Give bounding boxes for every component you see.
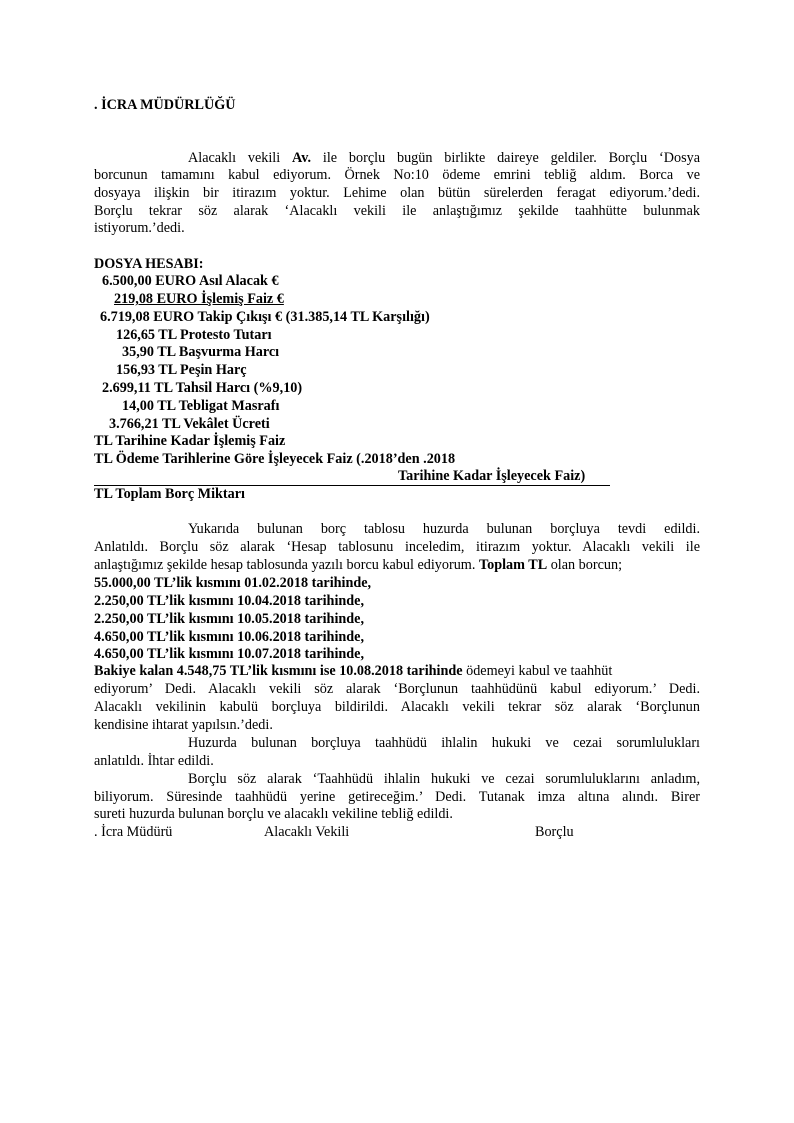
installment-3: 2.250,00 TL’lik kısmını 10.05.2018 tarihinde, <box>94 611 365 627</box>
signature-clerk: . İcra Müdürü <box>94 824 173 840</box>
body-p3-line-2: anlatıldı. İhtar edildi. <box>94 753 214 769</box>
installment-2: 2.250,00 TL’lik kısmını 10.04.2018 tarihinde, <box>94 593 365 609</box>
installment-1: 55.000,00 TL’lik kısmını 01.02.2018 tarihinde, <box>94 575 372 591</box>
account-row-attorney-fee: 3.766,21 TL Vekâlet Ücreti <box>109 416 270 432</box>
account-row-application-fee: 35,90 TL Başvurma Harcı <box>122 344 280 360</box>
account-row-advance-fee: 156,93 TL Peşin Harç <box>116 362 247 378</box>
intro-line-1 <box>188 150 700 167</box>
intro-line-4: Borçlu tekrar söz alarak ‘Alacaklı vekili ile anlaştığımız şekilde taahhütte bulunmak <box>94 203 700 219</box>
account-row-total-euro <box>94 309 430 326</box>
body-p2-line-3: Alacaklı vekilinin kabulü borçluya bildirildi. Alacaklı vekili tekrar söz alarak ‘Borçlunun <box>94 699 700 715</box>
body-p4-line-3: sureti huzurda bulunan borçlu ve alacaklı vekiline tebliğ edildi. <box>94 806 453 822</box>
balance-line <box>94 663 612 680</box>
signature-debtor: Borçlu <box>535 824 574 840</box>
body-text: ödemeyi kabul ve taahhüt <box>462 663 613 679</box>
account-row-accrued-interest: TL Tarihine Kadar İşlemiş Faiz <box>94 433 286 449</box>
balance-installment: Bakiye kalan 4.548,75 TL’lik kısmını ise 10.08.2018 tarihinde <box>94 663 463 679</box>
signature-lawyer: Alacaklı Vekili <box>264 824 350 840</box>
account-row-protest: 126,65 TL Protesto Tutarı <box>116 327 272 343</box>
account-row-future-interest: TL Ödeme Tarihlerine Göre İşleyecek Faiz (.2018’den .2018 <box>94 451 456 467</box>
body-p2-line-2: ediyorum’ Dedi. Alacaklı vekili söz alarak ‘Borçlunun taahhüdünü kabul ediyorum.’ Dedi. <box>94 681 700 697</box>
intro-text: ile borçlu bugün birlikte daireye geldiler. Borçlu ‘Dosya <box>311 150 700 166</box>
body-p1-line-1: Yukarıda bulunan borç tablosu huzurda bulunan borçluya tevdi edildi. <box>188 521 700 537</box>
intro-line-3: dosyaya ilişkin bir itirazım yoktur. Lehime olan bütün sürelerden feragat ediyorum.’dedi. <box>94 185 700 201</box>
body-p3-line-1: Huzurda bulunan borçluya taahhüdü ihlalin hukuki ve cezai sorumlulukları <box>188 735 700 751</box>
account-row-interest: 219,08 EURO İşlemiş Faiz € <box>114 291 284 307</box>
intro-text: Alacaklı vekili <box>188 150 293 166</box>
account-row-future-interest-cont: Tarihine Kadar İşleyecek Faiz) <box>398 468 586 484</box>
intro-line-2: borcunun tamamını kabul ediyorum. Örnek No:10 ödeme emrini tebliğ aldım. Borca ve <box>94 167 700 183</box>
body-p2-line-4: kendisine ihtarat yapılsın.’dedi. <box>94 717 273 733</box>
account-row-collection-fee: 2.699,11 TL Tahsil Harcı (%9,10) <box>102 380 303 396</box>
body-p4-line-1: Borçlu söz alarak ‘Taahhüdü ihlalin hukuki ve cezai sorumluluklarını anladım, <box>188 771 700 787</box>
lawyer-title: Av. <box>292 150 312 166</box>
total-label: Toplam TL <box>478 557 548 573</box>
body-p1-line-2: Anlatıldı. Borçlu söz alarak ‘Hesap tablosunu inceledim, itirazım yoktur. Alacaklı vekili ile <box>94 539 700 555</box>
body-text: anlaştığımız şekilde hesap tablosunda yazılı borcu kabul ediyorum. <box>94 557 479 573</box>
account-row-principal: 6.500,00 EURO Asıl Alacak € <box>102 273 279 289</box>
account-row-total-debt: TL Toplam Borç Miktarı <box>94 486 245 502</box>
body-p1-line-3 <box>94 557 622 574</box>
account-row-total-euro-text: 6.719,08 EURO Takip Çıkışı € (31.385,14 TL Karşılığı) <box>100 309 430 325</box>
intro-line-5: istiyorum.’dedi. <box>94 220 185 236</box>
body-text: olan borcun; <box>547 557 623 573</box>
body-p4-line-2: biliyorum. Süresinde taahhüdü yerine getireceğim.’ Dedi. Tutanak imza altına alındı. Birer <box>94 789 700 805</box>
account-heading: DOSYA HESABI: <box>94 256 204 272</box>
installment-4: 4.650,00 TL’lik kısmını 10.06.2018 tarihinde, <box>94 629 365 645</box>
installment-5: 4.650,00 TL’lik kısmını 10.07.2018 tarihinde, <box>94 646 365 662</box>
account-row-notification-cost: 14,00 TL Tebligat Masrafı <box>122 398 280 414</box>
document-title: . İCRA MÜDÜRLÜĞÜ <box>94 97 236 113</box>
